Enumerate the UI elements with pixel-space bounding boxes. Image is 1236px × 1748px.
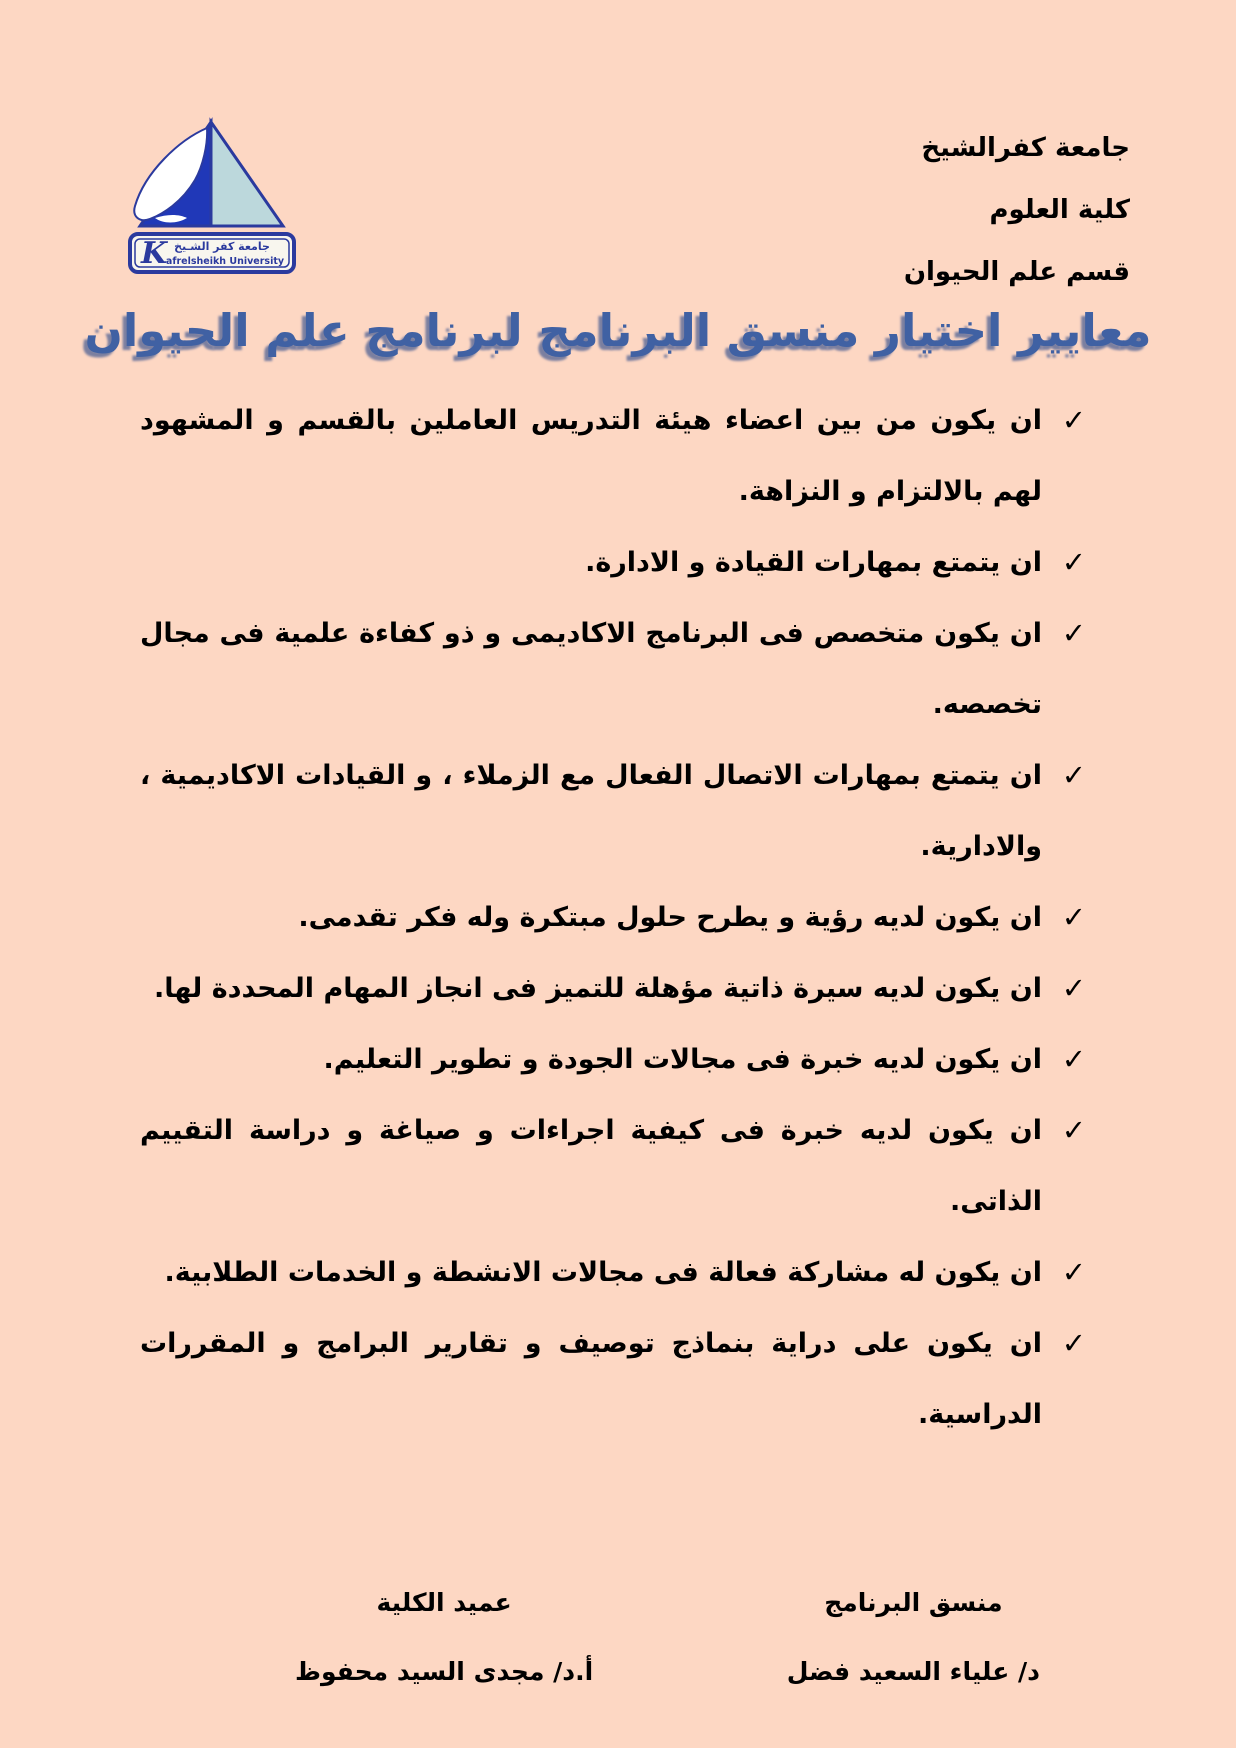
logo-english-name: afrelsheikh University [165, 256, 285, 267]
criteria-item-text: ان يكون لديه خبرة فى كيفية اجراءات و صياغة و دراسة التقييم الذاتى. [140, 1115, 1042, 1217]
criteria-item-text: ان يكون لديه سيرة ذاتية مؤهلة للتميز فى انجاز المهام المحددة لها. [153, 973, 1042, 1004]
criteria-item [140, 527, 1086, 598]
criteria-item-text: ان يكون من بين اعضاء هيئة التدريس العاملين بالقسم و المشهود لهم بالالتزام و النزاهة. [140, 405, 1042, 507]
checkmark-icon: ✓ [1061, 1326, 1086, 1360]
criteria-item-text: ان يتمتع بمهارات الاتصال الفعال مع الزملاء ، و القيادات الاكاديمية ، والادارية. [140, 760, 1042, 862]
criteria-item [140, 953, 1086, 1024]
criteria-item-text: ان يتمتع بمهارات القيادة و الادارة. [585, 547, 1042, 578]
university-name: جامعة كفرالشيخ [921, 133, 1130, 163]
criteria-item-text: ان يكون لديه خبرة فى مجالات الجودة و تطوير التعليم. [323, 1044, 1042, 1075]
signature-block [0, 1588, 1236, 1748]
logo-light-sail [211, 122, 283, 226]
criteria-item [140, 882, 1086, 953]
university-logo [126, 110, 298, 274]
criteria-item [140, 385, 1086, 527]
checkmark-icon: ✓ [1061, 900, 1086, 934]
criteria-item-text: ان يكون على دراية بنماذج توصيف و تقارير البرامج و المقررات الدراسية. [140, 1328, 1042, 1430]
criteria-item-text: ان يكون له مشاركة فعالة فى مجالات الانشطة و الخدمات الطلابية. [164, 1257, 1042, 1288]
criteria-item [140, 1095, 1086, 1237]
logo-arabic-name: جامعة كفر الشـيخ [174, 240, 270, 253]
checkmark-icon: ✓ [1061, 1042, 1086, 1076]
criteria-item [140, 740, 1086, 882]
department-name: قسم علم الحيوان [903, 257, 1130, 288]
coordinator-role: منسق البرنامج [824, 1588, 1003, 1617]
sailboat-logo-graphic [126, 110, 298, 274]
checkmark-icon: ✓ [1061, 403, 1086, 437]
dean-name: أ.د/ مجدى السيد محفوظ [295, 1657, 594, 1686]
logo-letter-k: K [141, 236, 168, 271]
criteria-item [140, 598, 1086, 740]
checkmark-icon: ✓ [1061, 758, 1086, 792]
letterhead [904, 133, 1130, 320]
criteria-item [140, 1024, 1086, 1095]
criteria-item-text: ان يكون متخصص فى البرنامج الاكاديمى و ذو كفاءة علمية فى مجال تخصصه. [140, 618, 1042, 720]
signature-dean [295, 1588, 593, 1686]
criteria-item [140, 1308, 1086, 1450]
checkmark-icon: ✓ [1061, 1255, 1086, 1289]
criteria-item-text: ان يكون لديه رؤية و يطرح حلول مبتكرة وله فكر تقدمى. [298, 902, 1042, 933]
criteria-list [140, 385, 1086, 1450]
checkmark-icon: ✓ [1061, 616, 1086, 650]
faculty-name: كلية العلوم [989, 195, 1130, 226]
page-title: معايير اختيار منسق البرنامج لبرنامج علم الحيوان [84, 304, 1152, 357]
signature-coordinator [787, 1588, 1040, 1686]
criteria-item [140, 1237, 1086, 1308]
checkmark-icon: ✓ [1061, 1113, 1086, 1147]
checkmark-icon: ✓ [1061, 545, 1086, 579]
dean-role: عميد الكلية [376, 1588, 512, 1617]
checkmark-icon: ✓ [1061, 971, 1086, 1005]
coordinator-name: د/ علياء السعيد فضل [786, 1657, 1040, 1686]
